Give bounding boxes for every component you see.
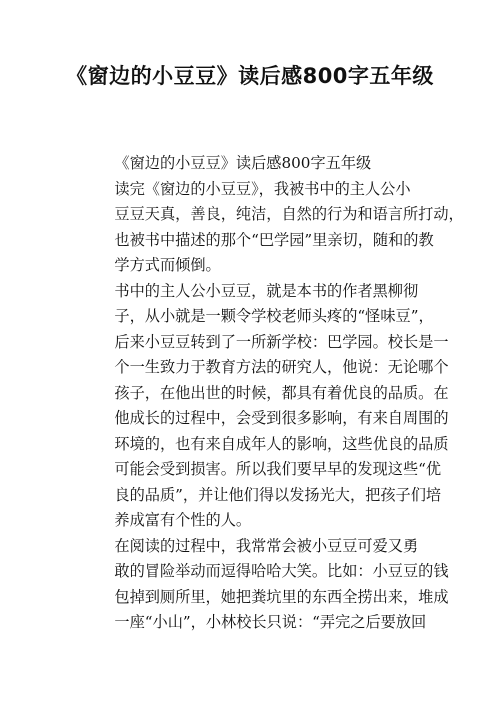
document-title: 《窗边的小豆豆》读后感800字五年级 (66, 64, 434, 88)
paragraph-line: 书中的主人公小豆豆，就是本书的作者黑柳彻 (114, 281, 419, 300)
paragraph-line: 后来小豆豆转到了一所新学校：巴学园。校长是一 (114, 332, 449, 351)
paragraph-line: 学方式而倾倒。 (114, 256, 221, 274)
paragraph-line: 也被书中描述的那个“巴学园”里亲切，随和的教 (114, 230, 434, 249)
paragraph-line: 在阅读的过程中，我常常会被小豆豆可爱又勇 (114, 536, 419, 555)
paragraph-line: 豆豆天真，善良，纯洁，自然的行为和语言所打动， (114, 205, 464, 223)
document-subtitle: 《窗边的小豆豆》读后感800字五年级 (114, 154, 372, 172)
paragraph-line: 子，从小就是一颗令学校老师头疼的“怪味豆”， (114, 307, 434, 325)
paragraph-line: 养成富有个性的人。 (114, 511, 252, 529)
paragraph-line: 良的品质”，并让他们得以发扬光大，把孩子们培 (114, 485, 442, 504)
paragraph-line: 包掉到厕所里，她把粪坑里的东西全捞出来，堆成 (114, 587, 449, 606)
paragraph-line: 可能会受到损害。所以我们要早早的发现这些“优 (114, 460, 442, 478)
paragraph-line: 个一生致力于教育方法的研究人，他说：无论哪个 (114, 358, 449, 376)
paragraph-line: 一座“小山”，小林校长只说：“弄完之后要放回 (114, 613, 427, 631)
document-body (84, 151, 464, 636)
paragraph-line: 环境的，也有来自成年人的影响，这些优良的品质 (114, 434, 449, 453)
paragraph-3 (84, 534, 449, 636)
paragraph-line: 孩子，在他出世的时候，都具有着优良的品质。在 (114, 383, 449, 402)
paragraph-2 (84, 279, 449, 534)
paragraph-1 (84, 177, 464, 279)
paragraph-line: 他成长的过程中，会受到很多影响，有来自周围的 (114, 409, 449, 427)
paragraph-line: 读完《窗边的小豆豆》，我被书中的主人公小 (114, 179, 411, 198)
paragraph-line: 敢的冒险举动而逗得哈哈大笑。比如：小豆豆的钱 (114, 562, 449, 580)
